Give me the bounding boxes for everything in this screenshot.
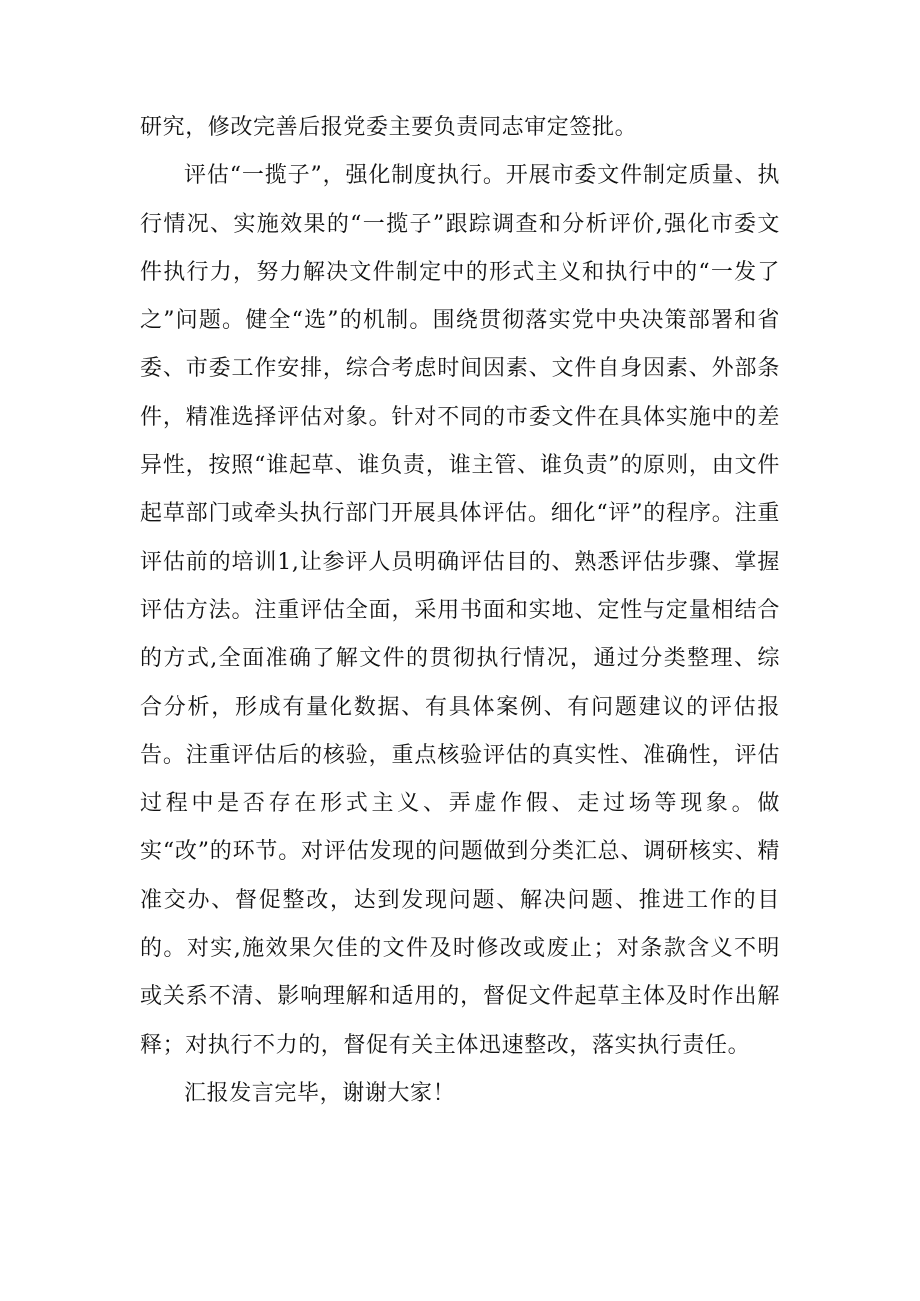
- paragraph-continuation: 研究，修改完善后报党委主要负责同志审定签批。: [140, 115, 638, 140]
- paragraph-closing: 汇报发言完毕，谢谢大家！: [184, 1080, 456, 1106]
- paragraph-evaluation: 评估“一揽子”，强化制度执行。开展市委文件制定质量、执行情况、实施效果的“一揽子”跟踪调查和分析评价,强化市委文件执行力，努力解决文件制定中的形式主义和执行中的“一发了之”问题。健全“选”的机制。围绕贯彻落实党中央决策部署和省委、市委工作安排，综合考虑时间因素、文件自身因素、外部条件，精准选择评估对象。针对不同的市委文件在具体实施中的差异性，按照“谁起草、谁负责，谁主管、谁负责”的原则，由文件起草部门或牵头执行部门开展具体评估。细化“评”的程序。注重评估前的培训1,让参评人员明确评估目的、熟悉评估步骤、掌握评估方法。注重评估全面，采用书面和实地、定性与定量相结合的方式,全面准确了解文件的贯彻执行情况，通过分类整理、综合分析，形成有量化数据、有具体案例、有问题建议的评估报告。注重评估后的核验，重点核验评估的真实性、准确性，评估过程中是否存在形式主义、弄虚作假、走过场等现象。做实“改”的环节。对评估发现的问题做到分类汇总、调研核实、精准交办、督促整改，达到发现问题、解决问题、推进工作的目的。对实,施效果欠佳的文件及时修改或废止；对条款含义不明或关系不清、影响理解和适用的，督促文件起草主体及时作出解释；对执行不力的，督促有关主体迅速整改，落实执行责任。: [140, 163, 780, 1058]
- document-body: [140, 104, 780, 1118]
